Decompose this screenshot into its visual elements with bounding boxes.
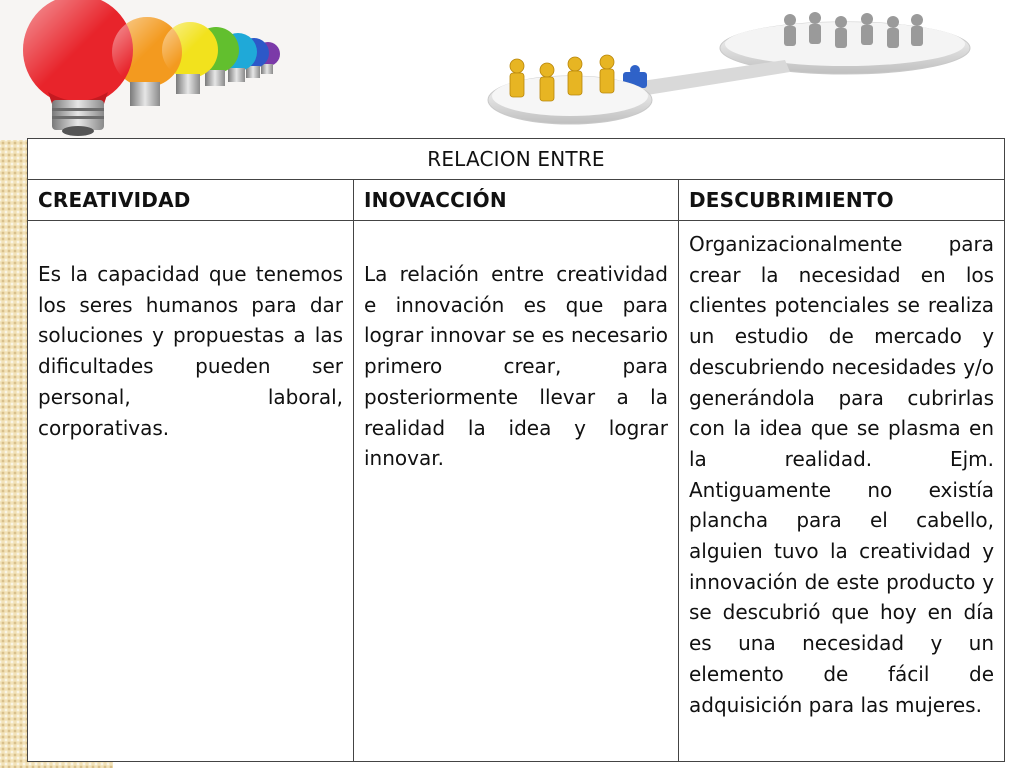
colorful-light-bulbs-illustration xyxy=(0,0,320,140)
column-header-inovaccion: INOVACCIÓN xyxy=(354,180,679,221)
header-row xyxy=(28,180,1005,221)
relation-table xyxy=(27,138,1005,762)
cell-descubrimiento-text: Organizacionalmente para crear la necesidad en los clientes potenciales se realiza un estudio de mercado y descubriendo necesidades y/o generándola para cubrirlas con la idea que se plasma en la realidad. Ejm. Antiguamente no existía plancha para el cabello, alguien tuvo la creatividad y innovación de este producto y se descubrió que hoy en día es una necesidad y un elemento de fácil de adquisición para las mujeres. xyxy=(679,221,1005,762)
column-header-descubrimiento: DESCUBRIMIENTO xyxy=(679,180,1005,221)
column-header-creatividad: CREATIVIDAD xyxy=(28,180,354,221)
table-title: RELACION ENTRE xyxy=(28,139,1005,180)
title-row xyxy=(28,139,1005,180)
cell-creatividad-text: Es la capacidad que tenemos los seres humanos para dar soluciones y propuestas a las dificultades pueden ser personal, laboral, corporativas. xyxy=(28,221,354,762)
teamwork-people-illustration xyxy=(485,0,985,140)
content-row xyxy=(28,221,1005,762)
cell-inovaccion-text: La relación entre creatividad e innovación es que para lograr innovar se es necesario primero crear, para posteriormente llevar a la realidad la idea y lograr innovar. xyxy=(354,221,679,762)
